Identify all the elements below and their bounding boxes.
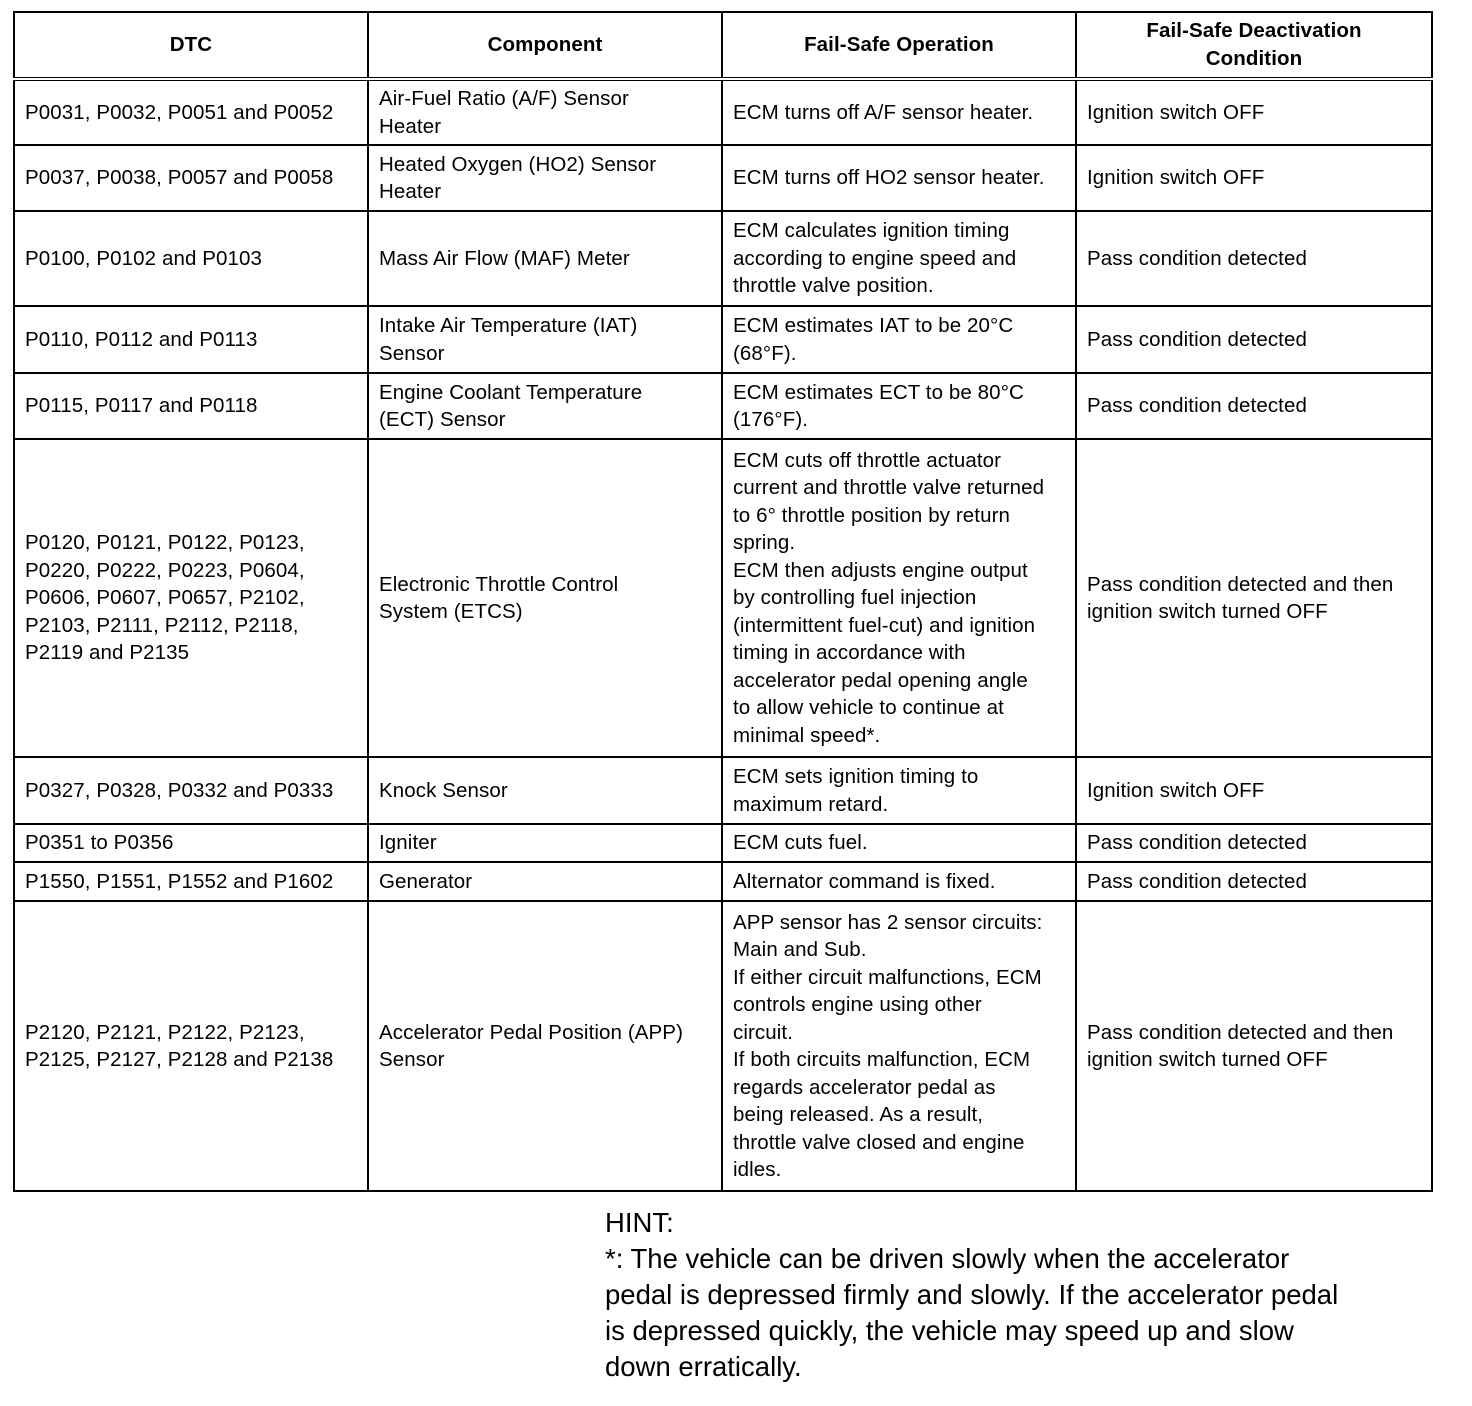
cell-dtc: P0037, P0038, P0057 and P0058: [14, 145, 368, 211]
header-deactivation-condition: Fail-Safe Deactivation Condition: [1076, 12, 1432, 79]
cell-component: Electronic Throttle Control System (ETCS): [368, 439, 722, 757]
cell-component: Heated Oxygen (HO2) Sensor Heater: [368, 145, 722, 211]
cell-component: Mass Air Flow (MAF) Meter: [368, 211, 722, 306]
hint-text: *: The vehicle can be driven slowly when the accelerator pedal is depressed firmly and slowly. If the accelerator pedal is depressed quickly, the vehicle may speed up and slow down erratically.: [605, 1243, 1339, 1382]
header-component: Component: [368, 12, 722, 79]
cell-component: Knock Sensor: [368, 757, 722, 824]
cell-deactivation: Pass condition detected: [1076, 373, 1432, 439]
cell-deactivation: Ignition switch OFF: [1076, 79, 1432, 145]
cell-operation: ECM estimates ECT to be 80°C (176°F).: [722, 373, 1076, 439]
cell-operation: ECM sets ignition timing to maximum retard.: [722, 757, 1076, 824]
cell-dtc: P0327, P0328, P0332 and P0333: [14, 757, 368, 824]
cell-dtc: P0120, P0121, P0122, P0123, P0220, P0222, P0223, P0604, P0606, P0607, P0657, P2102, P2103, P2111, P2112, P2118, P2119 and P2135: [14, 439, 368, 757]
cell-component: Igniter: [368, 824, 722, 862]
table-row: [14, 373, 1432, 439]
table-row: [14, 439, 1432, 757]
table-header-row: [14, 12, 1432, 79]
hint-note: [605, 1205, 1445, 1385]
cell-operation: ECM cuts fuel.: [722, 824, 1076, 862]
cell-dtc: P2120, P2121, P2122, P2123, P2125, P2127, P2128 and P2138: [14, 901, 368, 1191]
table-row: [14, 145, 1432, 211]
table-row: [14, 901, 1432, 1191]
cell-component: Generator: [368, 862, 722, 901]
cell-deactivation: Pass condition detected: [1076, 824, 1432, 862]
cell-deactivation: Ignition switch OFF: [1076, 757, 1432, 824]
cell-deactivation: Pass condition detected and then ignition switch turned OFF: [1076, 439, 1432, 757]
table-row: [14, 211, 1432, 306]
cell-deactivation: Pass condition detected: [1076, 211, 1432, 306]
header-dtc: DTC: [14, 12, 368, 79]
table-row: [14, 757, 1432, 824]
fail-safe-table: [13, 11, 1433, 1192]
cell-deactivation: Pass condition detected and then ignition switch turned OFF: [1076, 901, 1432, 1191]
header-fail-safe-operation: Fail-Safe Operation: [722, 12, 1076, 79]
cell-operation: ECM turns off HO2 sensor heater.: [722, 145, 1076, 211]
cell-dtc: P0100, P0102 and P0103: [14, 211, 368, 306]
table-row: [14, 824, 1432, 862]
cell-component: Intake Air Temperature (IAT) Sensor: [368, 306, 722, 373]
cell-dtc: P0115, P0117 and P0118: [14, 373, 368, 439]
cell-deactivation: Pass condition detected: [1076, 862, 1432, 901]
cell-component: Accelerator Pedal Position (APP) Sensor: [368, 901, 722, 1191]
cell-deactivation: Pass condition detected: [1076, 306, 1432, 373]
hint-title: HINT:: [605, 1207, 674, 1238]
cell-operation: ECM calculates ignition timing according to engine speed and throttle valve position.: [722, 211, 1076, 306]
cell-operation: APP sensor has 2 sensor circuits: Main and Sub. If either circuit malfunctions, ECM controls engine using other circuit. If both circuits malfunction, ECM regards accelerator pedal as being released. As a result, throttle valve closed and engine idles.: [722, 901, 1076, 1191]
cell-deactivation: Ignition switch OFF: [1076, 145, 1432, 211]
cell-dtc: P0110, P0112 and P0113: [14, 306, 368, 373]
cell-operation: Alternator command is fixed.: [722, 862, 1076, 901]
cell-operation: ECM estimates IAT to be 20°C (68°F).: [722, 306, 1076, 373]
cell-dtc: P0351 to P0356: [14, 824, 368, 862]
cell-component: Engine Coolant Temperature (ECT) Sensor: [368, 373, 722, 439]
table-row: [14, 862, 1432, 901]
cell-dtc: P1550, P1551, P1552 and P1602: [14, 862, 368, 901]
cell-operation: ECM turns off A/F sensor heater.: [722, 79, 1076, 145]
table-row: [14, 306, 1432, 373]
cell-dtc: P0031, P0032, P0051 and P0052: [14, 79, 368, 145]
cell-operation: ECM cuts off throttle actuator current and throttle valve returned to 6° throttle position by return spring. ECM then adjusts engine output by controlling fuel injection (intermittent fuel-cut) and ignition timing in accordance with accelerator pedal opening angle to allow vehicle to continue at minimal speed*.: [722, 439, 1076, 757]
table-row: [14, 79, 1432, 145]
cell-component: Air-Fuel Ratio (A/F) Sensor Heater: [368, 79, 722, 145]
